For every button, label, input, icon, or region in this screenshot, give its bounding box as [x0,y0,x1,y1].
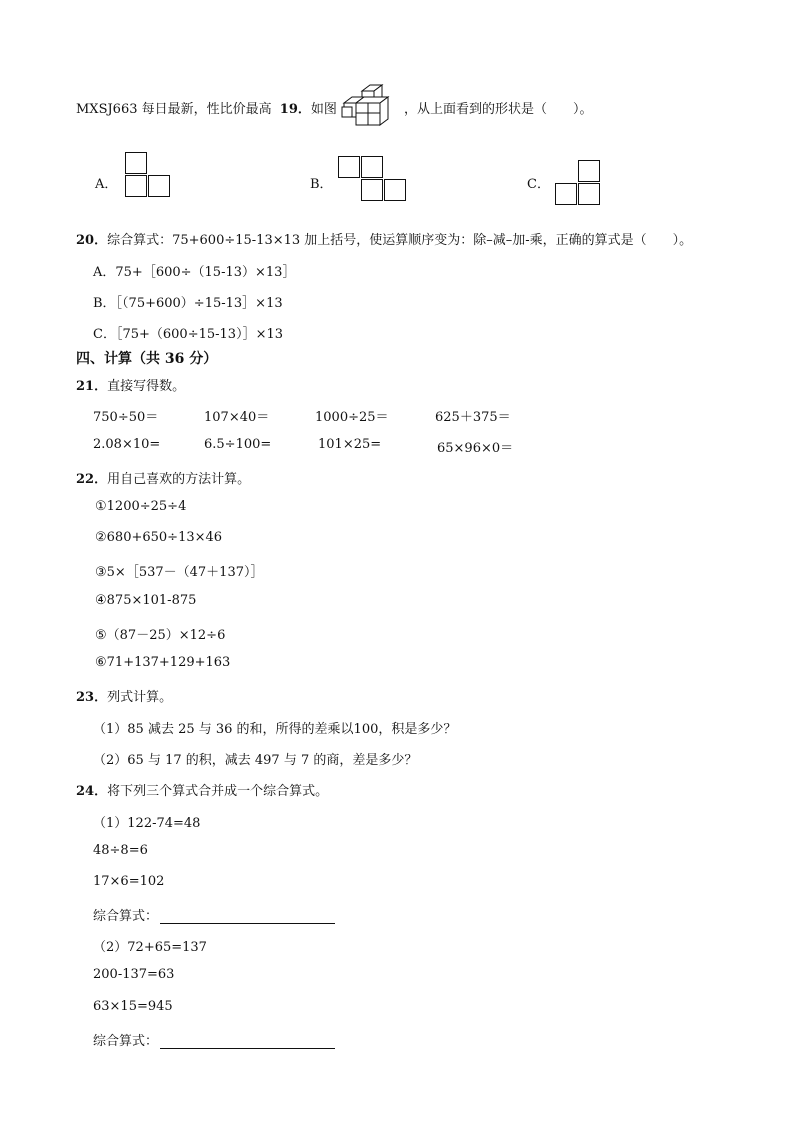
q24-part2-line: 200-137=63 [93,967,175,982]
q19-option-b-label[interactable]: B． [310,177,333,192]
q22-item: ①1200÷25÷4 [95,499,187,514]
q24-text: 将下列三个算式合并成一个综合算式。 [107,784,329,799]
q24-part1-line: 48÷8=6 [93,843,148,858]
q22-item: ③5×［537－（47＋137）］ [95,565,264,580]
q19-tail: ，从上面看到的形状是（ ）。 [404,102,593,117]
q19-lead: 如图 [310,102,337,117]
answer-blank-2[interactable] [160,1036,335,1049]
q21-problem: 65×96×0＝ [437,441,514,456]
q22-number: 22． [76,472,108,487]
q19-option-a-label[interactable]: A． [95,177,118,192]
q23-number: 23． [76,690,108,705]
answer-label: 综合算式： [93,909,159,924]
q21-problem: 101×25= [318,437,382,452]
q20-option-a[interactable]: A．75+［600÷（15-13）×13］ [93,265,296,280]
q19-prefix: MXSJ663 每日最新，性比价最高 [76,102,272,117]
q21-problem: 2.08×10= [93,437,161,452]
q24-part2-line: 63×15=945 [93,999,173,1014]
q21-line [76,375,185,394]
q24-part2-line: （2）72+65=137 [93,940,207,955]
q23-text: 列式计算。 [107,690,173,705]
q22-item: ④875×101-875 [95,593,197,608]
q20-line [76,229,692,248]
q24-number: 24． [76,784,108,799]
q20-option-b[interactable]: B．［（75+600）÷15-13］×13 [93,296,283,311]
q21-problem: 1000÷25＝ [315,410,389,425]
cube-stack-figure [338,83,400,131]
answer-blank-1[interactable] [160,911,335,924]
q24-part1-line: （1）122-74=48 [93,816,201,831]
q24-answer-row-1 [93,905,335,924]
q20-text: 综合算式：75+600÷15-13×13 加上括号，使运算顺序变为：除–减–加-乘，正确的算式是（ ）。 [107,233,693,248]
q24-line [76,780,328,799]
q24-answer-row-2 [93,1030,335,1049]
q23-line [76,686,172,705]
q21-problem: 750÷50＝ [93,410,159,425]
q23-item: （1）85 减去 25 与 36 的和，所得的差乘以100，积是多少？ [93,722,457,737]
q22-line [76,468,250,487]
q21-problem: 625＋375＝ [435,410,511,425]
q22-item: ②680+650÷13×46 [95,530,223,545]
q22-item: ⑤（87－25）×12÷6 [95,628,226,643]
section-4-title: 四、计算（共 36 分） [76,351,218,367]
q22-item: ⑥71+137+129+163 [95,655,231,670]
q20-option-c[interactable]: C．［75+（600÷15-13）］×13 [93,327,283,342]
q21-problem: 6.5÷100= [204,437,272,452]
q21-problem: 107×40＝ [204,410,270,425]
q19-number: 19． [279,102,311,117]
q24-part1-line: 17×6=102 [93,874,165,889]
q23-item: （2）65 与 17 的积，减去 497 与 7 的商，差是多少？ [93,753,418,768]
q22-text: 用自己喜欢的方法计算。 [107,472,251,487]
q20-number: 20． [76,233,108,248]
q21-text: 直接写得数。 [107,379,186,394]
q19-line [76,98,337,117]
answer-label: 综合算式： [93,1034,159,1049]
q21-number: 21． [76,379,108,394]
q19-option-c-label[interactable]: C． [527,177,550,192]
